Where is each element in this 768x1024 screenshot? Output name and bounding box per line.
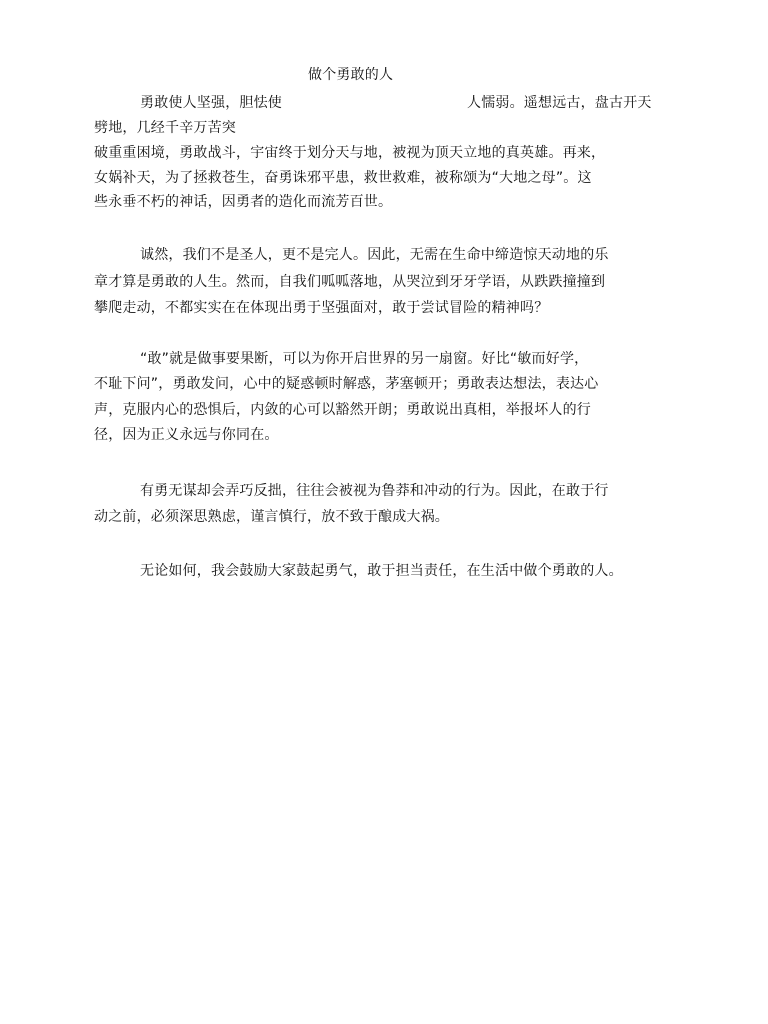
- paragraph-3-line-2: 不耻下问”，勇敢发问，心中的疑惑顿时解惑，茅塞顿开；勇敢表达想法，表达心: [94, 376, 599, 392]
- paragraph-1-line-1: 勇敢使人坚强，胆怯使: [140, 95, 282, 111]
- paragraph-1-line-2: 劈地，几经千辛万苦突: [94, 120, 236, 136]
- paragraph-3-line-1: “敢”就是做事要果断，可以为你开启世界的另一扇窗。好比“敏而好学，: [140, 351, 589, 367]
- paragraph-1-line-4: 女娲补天，为了拯救苍生，奋勇诛邪平患，救世救难，被称颂为“大地之母”。这: [94, 170, 592, 186]
- document-title: 做个勇敢的人: [308, 67, 394, 83]
- paragraph-3-line-3: 声，克服内心的恐惧后，内敛的心可以豁然开朗；勇敢说出真相，举报坏人的行: [94, 402, 591, 418]
- paragraph-2-line-2: 章才算是勇敢的人生。然而，自我们呱呱落地，从哭泣到牙牙学语，从跌跌撞撞到: [94, 274, 606, 290]
- paragraph-5-line-1: 无论如何，我会鼓励大家鼓起勇气，敢于担当责任，在生活中做个勇敢的人。: [140, 563, 623, 579]
- paragraph-2-line-1: 诚然，我们不是圣人，更不是完人。因此，无需在生命中缔造惊天动地的乐: [140, 247, 609, 263]
- paragraph-1-line-5: 些永垂不朽的神话，因勇者的造化而流芳百世。: [94, 194, 393, 210]
- paragraph-3-line-4: 径，因为正义永远与你同在。: [94, 427, 279, 443]
- paragraph-1-line-1b: 人懦弱。遥想远古，盘古开天: [467, 95, 652, 111]
- paragraph-1-line-3: 破重重困境，勇敢战斗，宇宙终于划分天与地，被视为顶天立地的真英雄。再来，: [94, 145, 606, 161]
- paragraph-4-line-1: 有勇无谋却会弄巧反拙，往往会被视为鲁莽和冲动的行为。因此，在敢于行: [140, 483, 609, 499]
- paragraph-4-line-2: 动之前，必须深思熟虑，谨言慎行，放不致于酿成大祸。: [94, 509, 449, 525]
- paragraph-2-line-3: 攀爬走动，不都实实在在体现出勇于坚强面对，敢于尝试冒险的精神吗？: [94, 300, 549, 316]
